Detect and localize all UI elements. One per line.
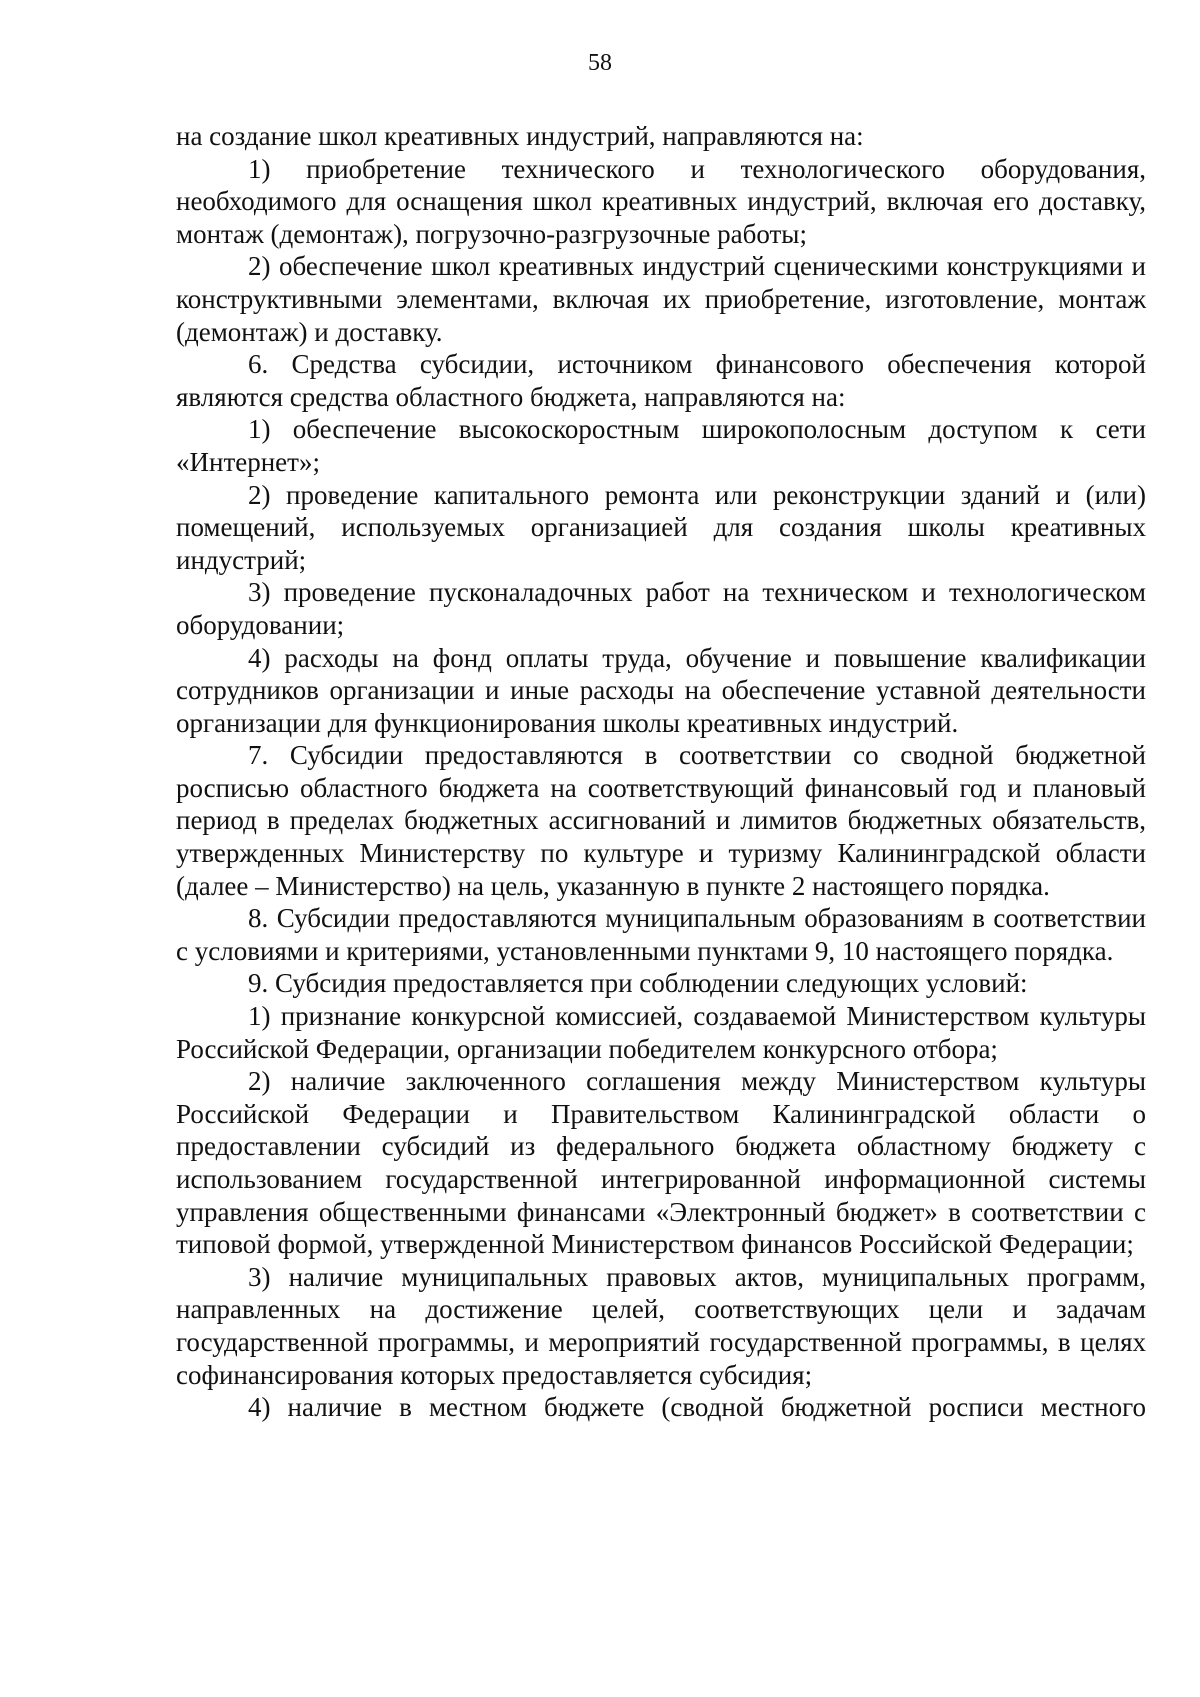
paragraph-clause-7: 7. Субсидии предоставляются в соответствии со сводной бюджетной росписью областного бюджета на соответствующий финансовый год и плановый период в пределах бюджетных ассигнований и лимитов бюджетных обязательств, утвержденных Министерству по культуре и туризму Калининградской области (далее – Министерство) на цель, указанную в пункте 2 настоящего порядка. (176, 740, 1146, 901)
paragraph-clause-8: 8. Субсидии предоставляются муниципальным образованиям в соответствии с условиями и критериями, установленными пунктами 9, 10 настоящего порядка. (176, 903, 1146, 966)
paragraph-item-repair: 2) проведение капитального ремонта или реконструкции зданий и (или) помещений, используемых организацией для создания школы креативных индустрий; (176, 479, 1146, 575)
paragraph-condition-3: 3) наличие муниципальных правовых актов, муниципальных программ, направленных на достижение целей, соответствующих цели и задачам государственной программы, и мероприятий государственной программы, в целях софинансирования которых предоставляется субсидия; (176, 1261, 1146, 1390)
paragraph-item-equipment: 1) приобретение технического и технологического оборудования, необходимого для оснащения школ креативных индустрий, включая его доставку, монтаж (демонтаж), погрузочно-разгрузочные работы; (176, 153, 1146, 249)
paragraph-clause-9: 9. Субсидия предоставляется при соблюдении следующих условий: (248, 968, 1028, 999)
paragraph-item-payroll: 4) расходы на фонд оплаты труда, обучение и повышение квалификации сотрудников организации и иные расходы на обеспечение уставной деятельности организации для функционирования школы креативных индустрий. (176, 642, 1146, 738)
paragraph-clause-6: 6. Средства субсидии, источником финансового обеспечения которой являются средства областного бюджета, направляются на: (176, 349, 1146, 412)
paragraph-continuation: на создание школ креативных индустрий, направляются на: (176, 121, 864, 151)
paragraph-condition-1: 1) признание конкурсной комиссией, создаваемой Министерством культуры Российской Федерации, организации победителем конкурсного отбора; (176, 1001, 1146, 1064)
page-number: 58 (588, 50, 612, 76)
paragraph-condition-4: 4) наличие в местном бюджете (сводной бюджетной росписи местного (248, 1392, 1146, 1423)
paragraph-condition-2: 2) наличие заключенного соглашения между Министерством культуры Российской Федерации и Правительством Калининградской области о предоставлении субсидий из федерального бюджета областному бюджету с использованием государственной интегрированной информационной системы управления общественными финансами «Электронный бюджет» в соответствии с типовой формой, утвержденной Министерством финансов Российской Федерации; (176, 1066, 1146, 1260)
paragraph-item-commissioning: 3) проведение пусконаладочных работ на техническом и технологическом оборудовании; (176, 577, 1146, 640)
paragraph-item-stage-constructions: 2) обеспечение школ креативных индустрий сценическими конструкциями и конструктивными элементами, включая их приобретение, изготовление, монтаж (демонтаж) и доставку. (176, 251, 1146, 347)
document-body (176, 120, 1146, 1424)
paragraph-item-internet: 1) обеспечение высокоскоростным широкополосным доступом к сети «Интернет»; (176, 414, 1146, 477)
